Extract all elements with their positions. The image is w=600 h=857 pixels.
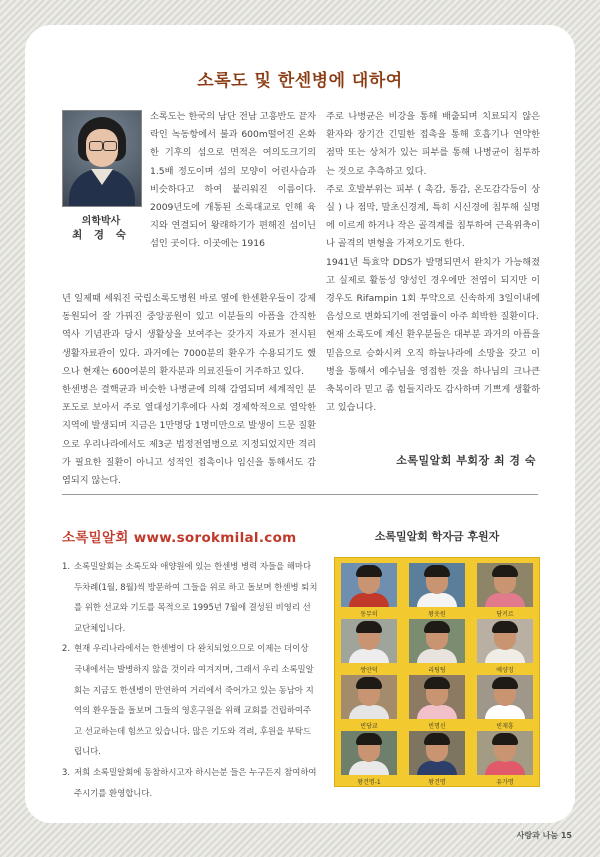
child-name: 리팅팅: [428, 667, 446, 674]
list-item-text: 소록밀알회는 소록도와 애양원에 있는 한센병 병력 자들을 해마다 두차례(1월, 8월)씩 방문하여 그들을 위로 하고 돌보며 한센병 퇴치를 위한 선교와 기도를 목적으로 1995년 7월에 결성된 비영리 선교단체입니다.: [74, 561, 318, 633]
sponsor-child-card: [339, 561, 399, 619]
sponsor-child-card: [475, 561, 535, 619]
article-paragraph-symptoms: 주로 호발부위는 피부 ( 촉감, 통감, 온도감각등이 상실 ) 나 점막, 말초신경계, 특히 시신경에 침투해 실명에 이르게 하거나 작은 골격계를 침투하여 근육위축이나 골격의 변형을 가져오기도 한다.: [326, 183, 540, 250]
sponsor-child-card: [407, 729, 467, 787]
child-photo: [341, 675, 397, 719]
child-name: 왕건명-1: [357, 779, 381, 786]
article-signature: 소록밀알회 부회장 최 경 숙: [396, 454, 536, 467]
child-photo: [409, 731, 465, 775]
article-right-column: [326, 108, 540, 417]
child-name: 왕웃원: [428, 611, 446, 618]
article-paragraph-transmission: 주로 나병균은 비강을 통해 배출되며 치료되지 않은 환자와 장기간 긴밀한 접촉을 통해 호흡기나 연약한 점막 또는 상처가 있는 피부를 통해 나병균이 침투하는 것으로 추측하고 있다.: [326, 111, 540, 177]
child-name: 쌍안덕: [360, 667, 378, 674]
sponsor-child-card: [475, 729, 535, 787]
list-number: 3.: [62, 766, 70, 777]
article-paragraph-treatment: 1941년 특효약 DDS가 발명되면서 완치가 가능해졌고 실제로 활동성 양성인 경우에만 전염이 되지만 이 경우도 Rifampin 1회 투약으로 신속하게 3일이내에 음성으로 변화되기에 전염률이 아주 희박한 질환이다.: [326, 256, 540, 323]
child-name: 예샹징: [496, 667, 514, 674]
section-divider: [62, 494, 538, 495]
article-paragraph-intro: 소록도는 한국의 남단 전남 고흥반도 끝자락인 녹동항에서 불과 600m떨어진 온화한 기후의 섬으로 면적은 여의도크기의 1.5배 정도이며 섬의 모양이 어린사슴과 비슷하다고 하여 붙리워진 이름이다. 2009년도에 개통된 소록대교로 인해 육지와 연결되어 왕래하기가 편해진 섬이닌 섬인 곳이다. 이곳에는 1916: [150, 111, 316, 250]
list-item: [62, 762, 318, 803]
list-item-text: 현재 우리나라에서는 한센병이 다 완치되었으므로 이제는 더이상 국내에서는 발병하지 않을 것이라 여겨지며, 그래서 우리 소록밀알회는 지금도 한센병이 만연하여 거리에서 죽어가고 있는 동남아 지역의 환우들을 돌보며 그들의 영혼구원을 위해 교회를 건립하여주고 선교하는데 힘쓰고 있습니다. 많은 기도와 격려, 후원을 부탁드립니다.: [74, 643, 314, 757]
article-paragraph-history: 년 일제때 세워진 국립소록도병원 바로 옆에 한센환우들이 강제 동원되어 잘 가꿔진 중앙공원이 있고 이분들의 아픔을 간직한 역사 기념관과 당시 생활상을 보여주는 갖가지 자료가 전시된 생활자료관이 있다. 과거에는 7000분의 환우가 수용되기도 했으나 현재는 600여분의 환자분과 의료진들이 거주하고 있다.: [62, 293, 316, 377]
article-title: 소록도 및 한센병에 대하여: [197, 71, 403, 91]
author-photo: [62, 110, 142, 207]
child-name: 왕건명: [428, 779, 446, 786]
article-paragraph-disease: 한센병은 결핵균과 비슷한 나병균에 의해 감염되며 세계적인 분포도로 보아서 주로 열대성기후에다 사회 경제학적으로 열악한 지역에 발생되며 지금은 1만명당 1명미만으로 발생이 드문 질환으로 우리나라에서도 제3군 법정전염병으로 지정되었지만 격리가 필요한 질환이 아니고 성적인 접촉이나 임신을 통해서도 감염되지 않는다.: [62, 384, 317, 487]
list-item-text: 저희 소록밀알회에 동참하시고자 하시는분 들은 누구든지 참여하여 주시기를 환영합니다.: [74, 766, 317, 798]
child-photo: [341, 619, 397, 663]
page-number: 사랑과 나눔 15: [516, 831, 572, 840]
child-photo: [477, 731, 533, 775]
child-photo: [341, 731, 397, 775]
sponsor-photo-board: [334, 557, 540, 787]
child-photo: [409, 675, 465, 719]
child-name: 빈명신: [428, 723, 446, 730]
child-photo: [409, 619, 465, 663]
sponsor-child-card: [339, 617, 399, 675]
list-item: [62, 638, 318, 762]
child-photo: [477, 563, 533, 607]
organization-info-list: [62, 556, 318, 803]
sponsor-child-card: [339, 729, 399, 787]
article-paragraph-patients: 현재 소록도에 계신 환우분들은 대부분 과거의 아픔을 믿음으로 승화시켜 오직 하늘나라에 소망을 갖고 이 병을 통해서 예수님을 영접한 것을 하나님의 크나큰 축복이라 믿고 좀 힘들지라도 감사하며 기쁘게 생활하고 있습니다.: [326, 329, 540, 414]
child-name: 빈재흥: [496, 723, 514, 730]
child-name: 당키르: [496, 611, 514, 618]
child-name: 유가명: [496, 779, 514, 786]
sponsor-child-card: [407, 673, 467, 731]
list-item: [62, 556, 318, 638]
child-photo: [477, 675, 533, 719]
child-photo: [409, 563, 465, 607]
author-role: 의학박사: [81, 216, 121, 227]
article-left-lower: [62, 290, 316, 490]
list-number: 2.: [62, 643, 70, 654]
organization-heading: 소록밀알회 www.sorokmilal.com: [62, 530, 297, 546]
child-photo: [477, 619, 533, 663]
child-name: 동무히: [360, 611, 378, 618]
sponsor-child-card: [407, 561, 467, 619]
child-photo: [341, 563, 397, 607]
sponsor-child-card: [407, 617, 467, 675]
list-number: 1.: [62, 561, 70, 571]
sponsor-child-card: [475, 617, 535, 675]
child-name: 빈당쿄: [360, 723, 378, 730]
author-name: 최 경 숙: [72, 229, 130, 241]
sponsor-child-card: [339, 673, 399, 731]
sponsors-heading: 소록밀알회 학자금 후원자: [374, 530, 500, 543]
sponsor-child-card: [475, 673, 535, 731]
